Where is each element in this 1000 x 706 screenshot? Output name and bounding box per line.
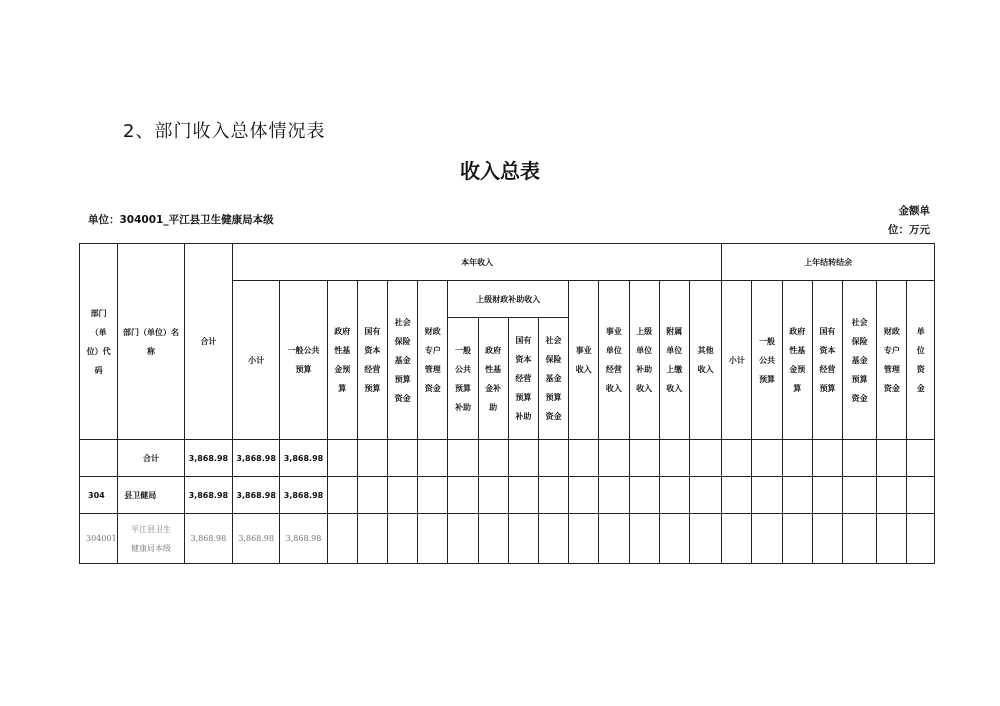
row-general-public: 3,868.98 xyxy=(280,477,327,514)
table-row-dept xyxy=(80,477,935,514)
header-prior-year-balance: 上年结转结余 xyxy=(722,244,935,281)
row-code: 304 xyxy=(80,477,118,514)
header-sub-general-public: 一般公共预算补助 xyxy=(448,318,478,440)
row-general-public: 3,868.98 xyxy=(280,514,327,564)
unit-label: 单位：304001_平江县卫生健康局本级 xyxy=(88,214,274,226)
header-carry-subtotal: 小计 xyxy=(722,281,752,440)
row-total: 3,868.98 xyxy=(184,440,232,477)
header-dept-code: 部门（单位）代码 xyxy=(80,244,118,440)
header-carry-social-insurance: 社会保险基金预算资金 xyxy=(843,281,877,440)
header-carry-state-capital: 国有资本经营预算 xyxy=(812,281,842,440)
row-subtotal: 3,868.98 xyxy=(233,477,280,514)
row-subtotal: 3,868.98 xyxy=(233,514,280,564)
row-general-public: 3,868.98 xyxy=(280,440,327,477)
table-title: 收入总表 xyxy=(460,159,540,183)
row-name: 县卫健局 xyxy=(118,477,184,514)
row-code: 304001 xyxy=(80,514,118,564)
row-total: 3,868.98 xyxy=(184,477,232,514)
header-superior-unit-subsidy: 上级单位补助收入 xyxy=(629,281,659,440)
header-current-year-income: 本年收入 xyxy=(233,244,722,281)
header-business-income: 事业收入 xyxy=(569,281,599,440)
header-fiscal-special-funds: 财政专户管理资金 xyxy=(418,281,448,440)
header-operating-income: 事业单位经营收入 xyxy=(599,281,629,440)
header-row-1 xyxy=(80,244,935,281)
header-carry-fiscal-special: 财政专户管理资金 xyxy=(877,281,907,440)
header-dept-name: 部门（单位）名称 xyxy=(118,244,184,440)
table-row-unit xyxy=(80,514,935,564)
header-affiliated-unit-income: 附属单位上缴收入 xyxy=(659,281,689,440)
header-total: 合计 xyxy=(184,244,232,440)
header-gov-fund-budget: 政府性基金预算 xyxy=(327,281,357,440)
amount-unit-label: 金额单位：万元 xyxy=(888,205,930,236)
header-carry-gov-fund: 政府性基金预算 xyxy=(782,281,812,440)
header-general-public-budget: 一般公共预算 xyxy=(280,281,327,440)
header-social-insurance-fund: 社会保险基金预算资金 xyxy=(388,281,418,440)
row-total: 3,868.98 xyxy=(184,514,232,564)
header-subtotal: 小计 xyxy=(233,281,280,440)
header-carry-general-public: 一般公共预算 xyxy=(752,281,782,440)
header-superior-subsidy: 上级财政补助收入 xyxy=(448,281,569,318)
income-summary-table xyxy=(79,243,935,564)
table-row-total xyxy=(80,440,935,477)
header-other-income: 其他收入 xyxy=(689,281,721,440)
header-state-capital-budget: 国有资本经营预算 xyxy=(357,281,387,440)
header-sub-social-insurance: 社会保险基金预算资金 xyxy=(538,318,568,440)
row-subtotal: 3,868.98 xyxy=(233,440,280,477)
header-sub-state-capital: 国有资本经营预算补助 xyxy=(508,318,538,440)
row-code xyxy=(80,440,118,477)
row-name: 平江县卫生健康局本级 xyxy=(118,514,184,564)
header-sub-gov-fund: 政府性基金补助 xyxy=(478,318,508,440)
header-carry-unit-funds: 单位资金 xyxy=(907,281,935,440)
row-name: 合计 xyxy=(118,440,184,477)
section-title: 2、部门收入总体情况表 xyxy=(123,121,326,142)
